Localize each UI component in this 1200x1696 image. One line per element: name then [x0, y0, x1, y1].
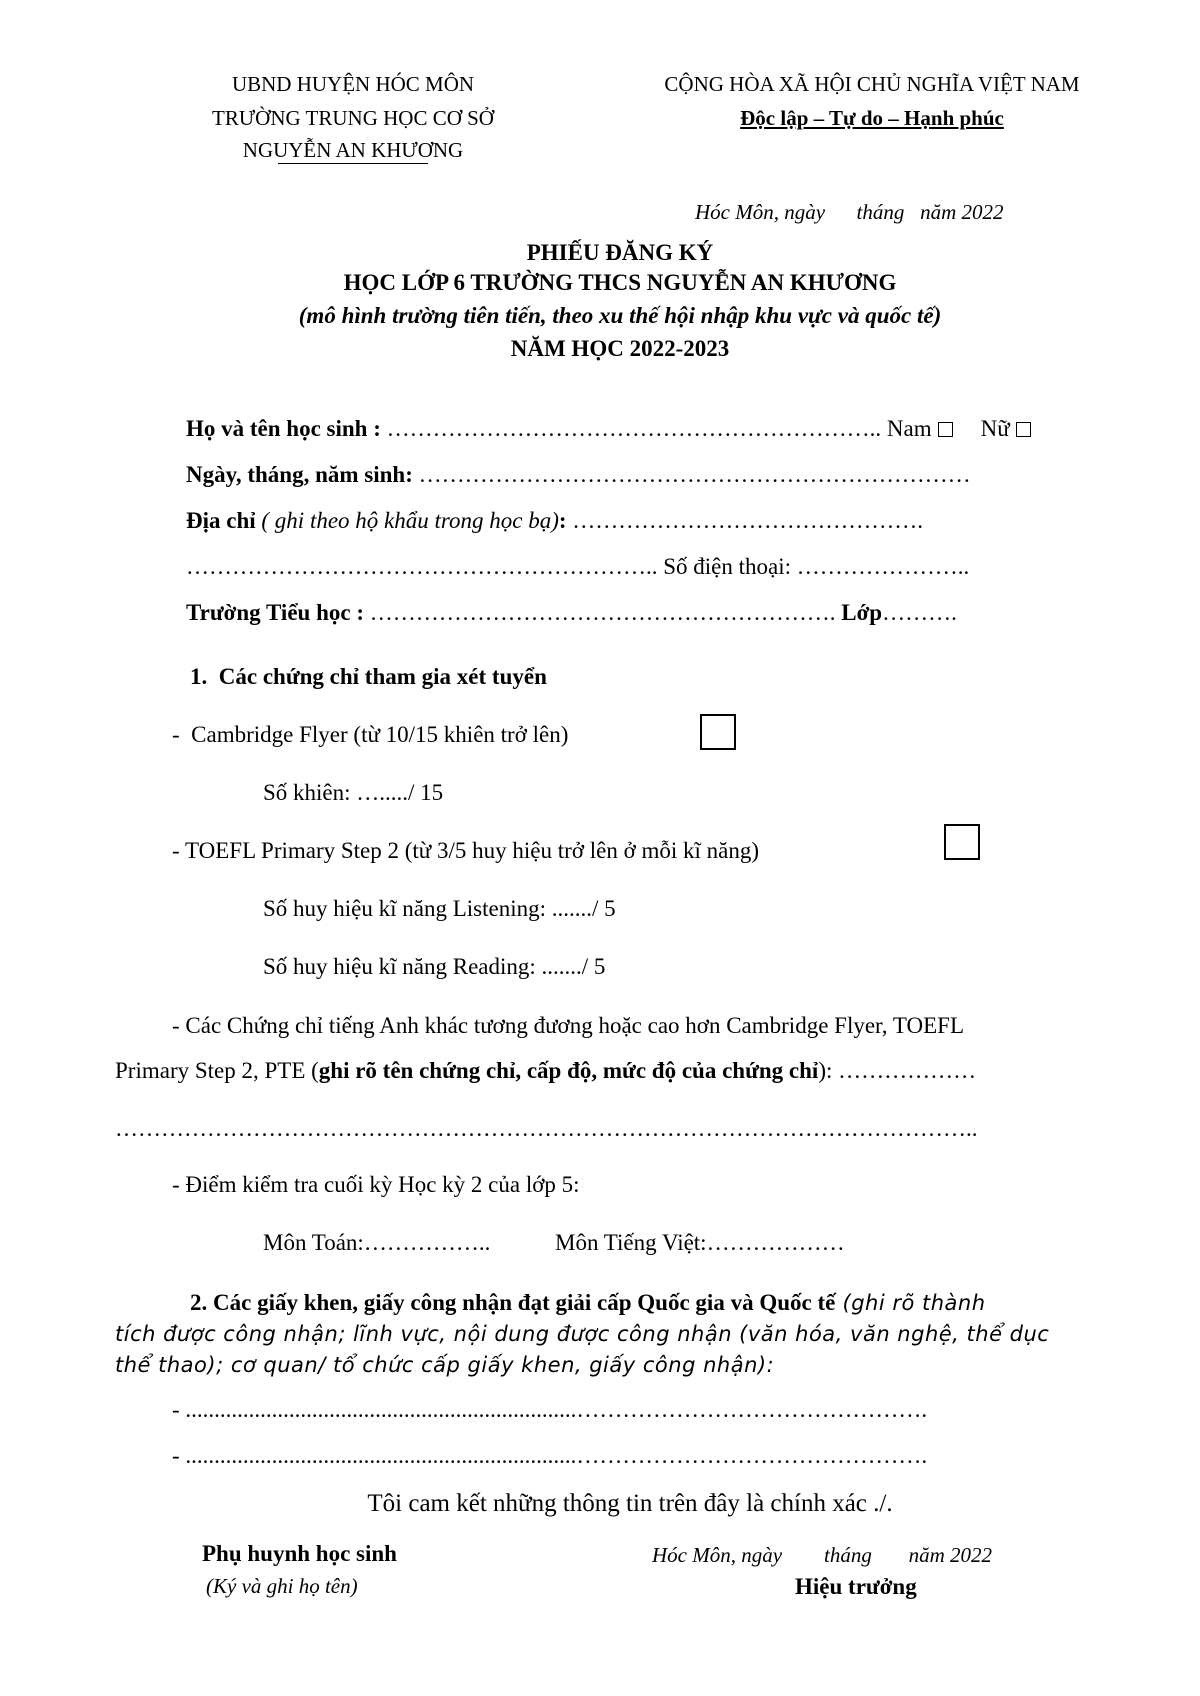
- female-label: Nữ: [980, 416, 1010, 441]
- section1-heading: 1. Các chứng chỉ tham gia xét tuyển: [190, 664, 547, 689]
- section2-note-line3: thể thao); cơ quan/ tổ chức cấp giấy khen, giấy công nhận):: [115, 1353, 775, 1377]
- dob-dots: ………………………………………………………………: [418, 462, 971, 487]
- other-certificates-line1: - Các Chứng chỉ tiếng Anh khác tương đương hoặc cao hơn Cambridge Flyer, TOEFL: [172, 1013, 965, 1038]
- address-phone-row[interactable]: [186, 554, 969, 580]
- toefl-checkbox[interactable]: [944, 824, 980, 860]
- cambridge-checkbox[interactable]: [700, 714, 736, 750]
- other-certificates-line3[interactable]: …………………………………………………………………………………………………..: [115, 1116, 978, 1141]
- final-exam-label: - Điểm kiểm tra cuối kỳ Học kỳ 2 của lớp 5:: [172, 1172, 580, 1197]
- award-entry-1[interactable]: - ....................................................................……………………………………….: [172, 1397, 928, 1422]
- vietnamese-score[interactable]: Môn Tiếng Việt:………………: [555, 1230, 845, 1255]
- parent-signature-title: Phụ huynh học sinh: [202, 1541, 397, 1566]
- other-certificates-prefix: Primary Step 2, PTE (: [115, 1058, 319, 1083]
- male-checkbox[interactable]: [938, 422, 953, 437]
- address-label: Địa chỉ: [186, 508, 256, 533]
- primary-school-row[interactable]: [186, 600, 957, 626]
- section2-note-start: (ghi rõ thành: [835, 1291, 986, 1315]
- math-score[interactable]: Môn Toán:……………..: [263, 1230, 491, 1255]
- primary-school-dots: …………………………………………………….: [369, 600, 842, 625]
- address-continuation-dots: ……………………………………………………..: [186, 554, 664, 579]
- district-committee: UBND HUYỆN HÓC MÔN: [231, 72, 475, 96]
- class-label: Lớp: [841, 600, 883, 625]
- form-subtitle: HỌC LỚP 6 TRƯỜNG THCS NGUYỄN AN KHƯƠNG: [343, 270, 897, 295]
- male-label: Nam: [886, 416, 932, 441]
- section2-heading-row: [190, 1290, 986, 1316]
- address-row[interactable]: [186, 508, 923, 534]
- school-name: NGUYỄN AN KHƯƠNG: [242, 138, 464, 162]
- dob-row[interactable]: [186, 462, 971, 488]
- student-name-row[interactable]: [186, 416, 1031, 442]
- phone-dots: …………………..: [796, 554, 970, 579]
- class-dots: ……….: [882, 600, 957, 625]
- commitment-statement: Tôi cam kết những thông tin trên đây là chính xác ./.: [367, 1490, 893, 1517]
- cambridge-score: Số khiên: …...../ 15: [263, 780, 444, 805]
- student-name-label: Họ và tên học sinh :: [186, 416, 387, 441]
- other-certificates-line2[interactable]: [115, 1058, 976, 1084]
- parent-signature-note: (Ký và ghi họ tên): [206, 1574, 358, 1598]
- other-certificates-instruction: ghi rõ tên chứng chỉ, cấp độ, mức độ của chứng chỉ: [318, 1058, 819, 1083]
- section2-note-line2: tích được công nhận; lĩnh vực, nội dung được công nhận (văn hóa, văn nghệ, thể dục: [115, 1322, 1050, 1346]
- principal-signature-title: Hiệu trưởng: [795, 1574, 917, 1599]
- form-title: PHIẾU ĐĂNG KÝ: [526, 240, 714, 265]
- other-certificates-dots: ): ………………: [818, 1058, 977, 1083]
- student-name-dots: ………………………………………………………..: [386, 416, 887, 441]
- cambridge-option: - Cambridge Flyer (từ 10/15 khiên trở lên): [172, 722, 569, 747]
- primary-school-label: Trường Tiểu học :: [186, 600, 370, 625]
- award-entry-2[interactable]: - ....................................................................……………………………………….: [172, 1443, 928, 1468]
- phone-label: Số điện thoại:: [663, 554, 797, 579]
- form-model-note: (mô hình trường tiên tiến, theo xu thế hội nhập khu vực và quốc tế): [298, 303, 942, 328]
- toefl-option: - TOEFL Primary Step 2 (từ 3/5 huy hiệu trở lên ở mỗi kĩ năng): [172, 838, 760, 863]
- school-type: TRƯỜNG TRUNG HỌC CƠ SỞ: [212, 106, 494, 130]
- date-line: Hóc Môn, ngày tháng năm 2022: [695, 200, 1004, 224]
- dob-label: Ngày, tháng, năm sinh:: [186, 462, 419, 487]
- signature-date-line: Hóc Môn, ngày tháng năm 2022: [652, 1543, 993, 1567]
- national-motto: Độc lập – Tự do – Hạnh phúc: [740, 106, 1004, 130]
- toefl-reading: Số huy hiệu kĩ năng Reading: ......./ 5: [263, 954, 606, 979]
- address-note: ( ghi theo hộ khẩu trong học bạ): [255, 508, 559, 533]
- address-dots: ……………………………………….: [572, 508, 924, 533]
- school-year: NĂM HỌC 2022-2023: [510, 336, 730, 361]
- section2-heading: 2. Các giấy khen, giấy công nhận đạt giải cấp Quốc gia và Quốc tế: [190, 1290, 836, 1315]
- school-name-underline: [278, 163, 428, 164]
- female-checkbox[interactable]: [1016, 422, 1031, 437]
- country-name: CỘNG HÒA XÃ HỘI CHỦ NGHĨA VIỆT NAM: [664, 72, 1080, 96]
- address-colon: :: [558, 508, 573, 533]
- toefl-listening: Số huy hiệu kĩ năng Listening: ......./ 5: [263, 896, 616, 921]
